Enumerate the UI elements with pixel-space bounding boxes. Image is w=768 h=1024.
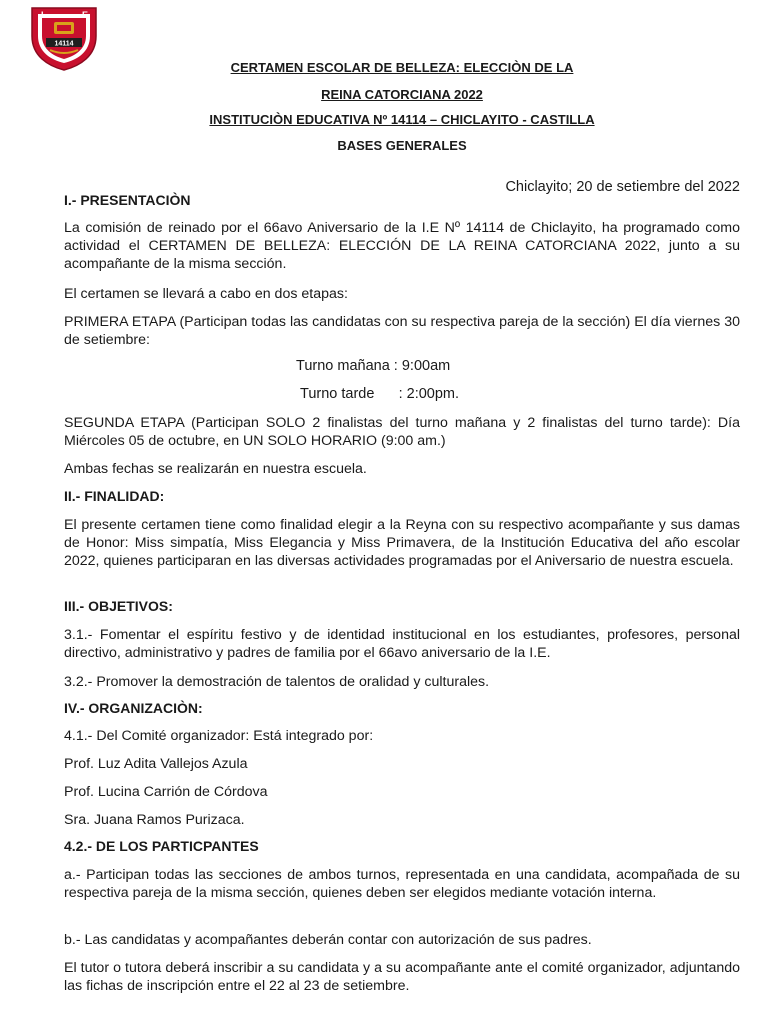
svg-text:I: I	[41, 10, 44, 20]
turno-manana: Turno mañana : 9:00am	[296, 358, 451, 374]
turno-tarde: Turno tarde : 2:00pm.	[300, 386, 460, 402]
title-line-1: CERTAMEN ESCOLAR DE BELLEZA: ELECCIÒN DE LA	[230, 60, 574, 75]
title-line-2: REINA CATORCIANA 2022	[321, 87, 483, 102]
subtitle: BASES GENERALES	[337, 138, 467, 153]
objetivos-paragraph-1: 3.1.- Fomentar el espíritu festivo y de identidad institucional en los estudiantes, profesores, personal directivo, administrativo y padres de familia por el 66avo aniversario de la I.E.	[64, 627, 740, 661]
document-page	[64, 0, 740, 1024]
participantes-item-b: b.- Las candidatas y acompañantes deberán contar con autorización de sus padres.	[64, 932, 592, 948]
presentacion-paragraph-1: La comisión de reinado por el 66avo Aniversario de la I.E Nº 14114 de Chiclayito, ha programado como actividad el CERTAMEN DE BELLEZA: ELECCIÓN DE LA REINA CATORCIANA 2022, junto a su acompañante de la misma sección.	[64, 220, 740, 272]
presentacion-paragraph-2: El certamen se llevará a cabo en dos etapas:	[64, 286, 348, 302]
heading-participantes: 4.2.- DE LOS PARTICPANTES	[64, 838, 259, 854]
committee-member-2: Prof. Lucina Carrión de Córdova	[64, 784, 268, 800]
heading-objetivos: III.- OBJETIVOS:	[64, 598, 173, 614]
presentacion-paragraph-5: Ambas fechas se realizarán en nuestra escuela.	[64, 461, 367, 477]
finalidad-paragraph: El presente certamen tiene como finalidad elegir a la Reyna con su respectivo acompañante y sus damas de Honor: Miss simpatía, Miss Elegancia y Miss Primavera, de la Institución Educativa del año escolar 2022, quienes participaran en las diversas actividades programadas por el Aniversario de nuestra escuela.	[64, 517, 740, 569]
participantes-item-c: El tutor o tutora deberá inscribir a su candidata y a su acompañante ante el comité organizador, adjuntando las fichas de inscripción entre el 22 al 23 de setiembre.	[64, 960, 740, 994]
presentacion-paragraph-4: SEGUNDA ETAPA (Participan SOLO 2 finalistas del turno mañana y 2 finalistas del turno tarde): Día Miércoles 05 de octubre, en UN SOLO HORARIO (9:00 am.)	[64, 415, 740, 449]
heading-organizacion: IV.- ORGANIZACIÒN:	[64, 700, 203, 716]
title-line-3: INSTITUCIÒN EDUCATIVA Nº 14114 – CHICLAYITO - CASTILLA	[209, 112, 595, 127]
svg-text:14114: 14114	[54, 40, 74, 48]
presentacion-paragraph-3: PRIMERA ETAPA (Participan todas las candidatas con su respectiva pareja de la sección) El día viernes 30 de setiembre:	[64, 314, 740, 348]
document-date: Chiclayito; 20 de setiembre del 2022	[505, 178, 740, 195]
heading-presentacion: I.- PRESENTACIÒN	[64, 192, 191, 208]
objetivos-paragraph-2: 3.2.- Promover la demostración de talentos de oralidad y culturales.	[64, 674, 490, 690]
committee-member-3: Sra. Juana Ramos Purizaca.	[64, 812, 245, 828]
organizacion-paragraph: 4.1.- Del Comité organizador: Está integrado por:	[64, 728, 374, 744]
committee-member-1: Prof. Luz Adita Vallejos Azula	[64, 756, 248, 772]
heading-finalidad: II.- FINALIDAD:	[64, 488, 165, 504]
participantes-item-a: a.- Participan todas las secciones de ambos turnos, representada en una candidata, acompañada de su respectiva pareja de la misma sección, quienes deben ser elegidos mediante votación interna.	[64, 867, 740, 901]
svg-text:E: E	[82, 10, 89, 20]
